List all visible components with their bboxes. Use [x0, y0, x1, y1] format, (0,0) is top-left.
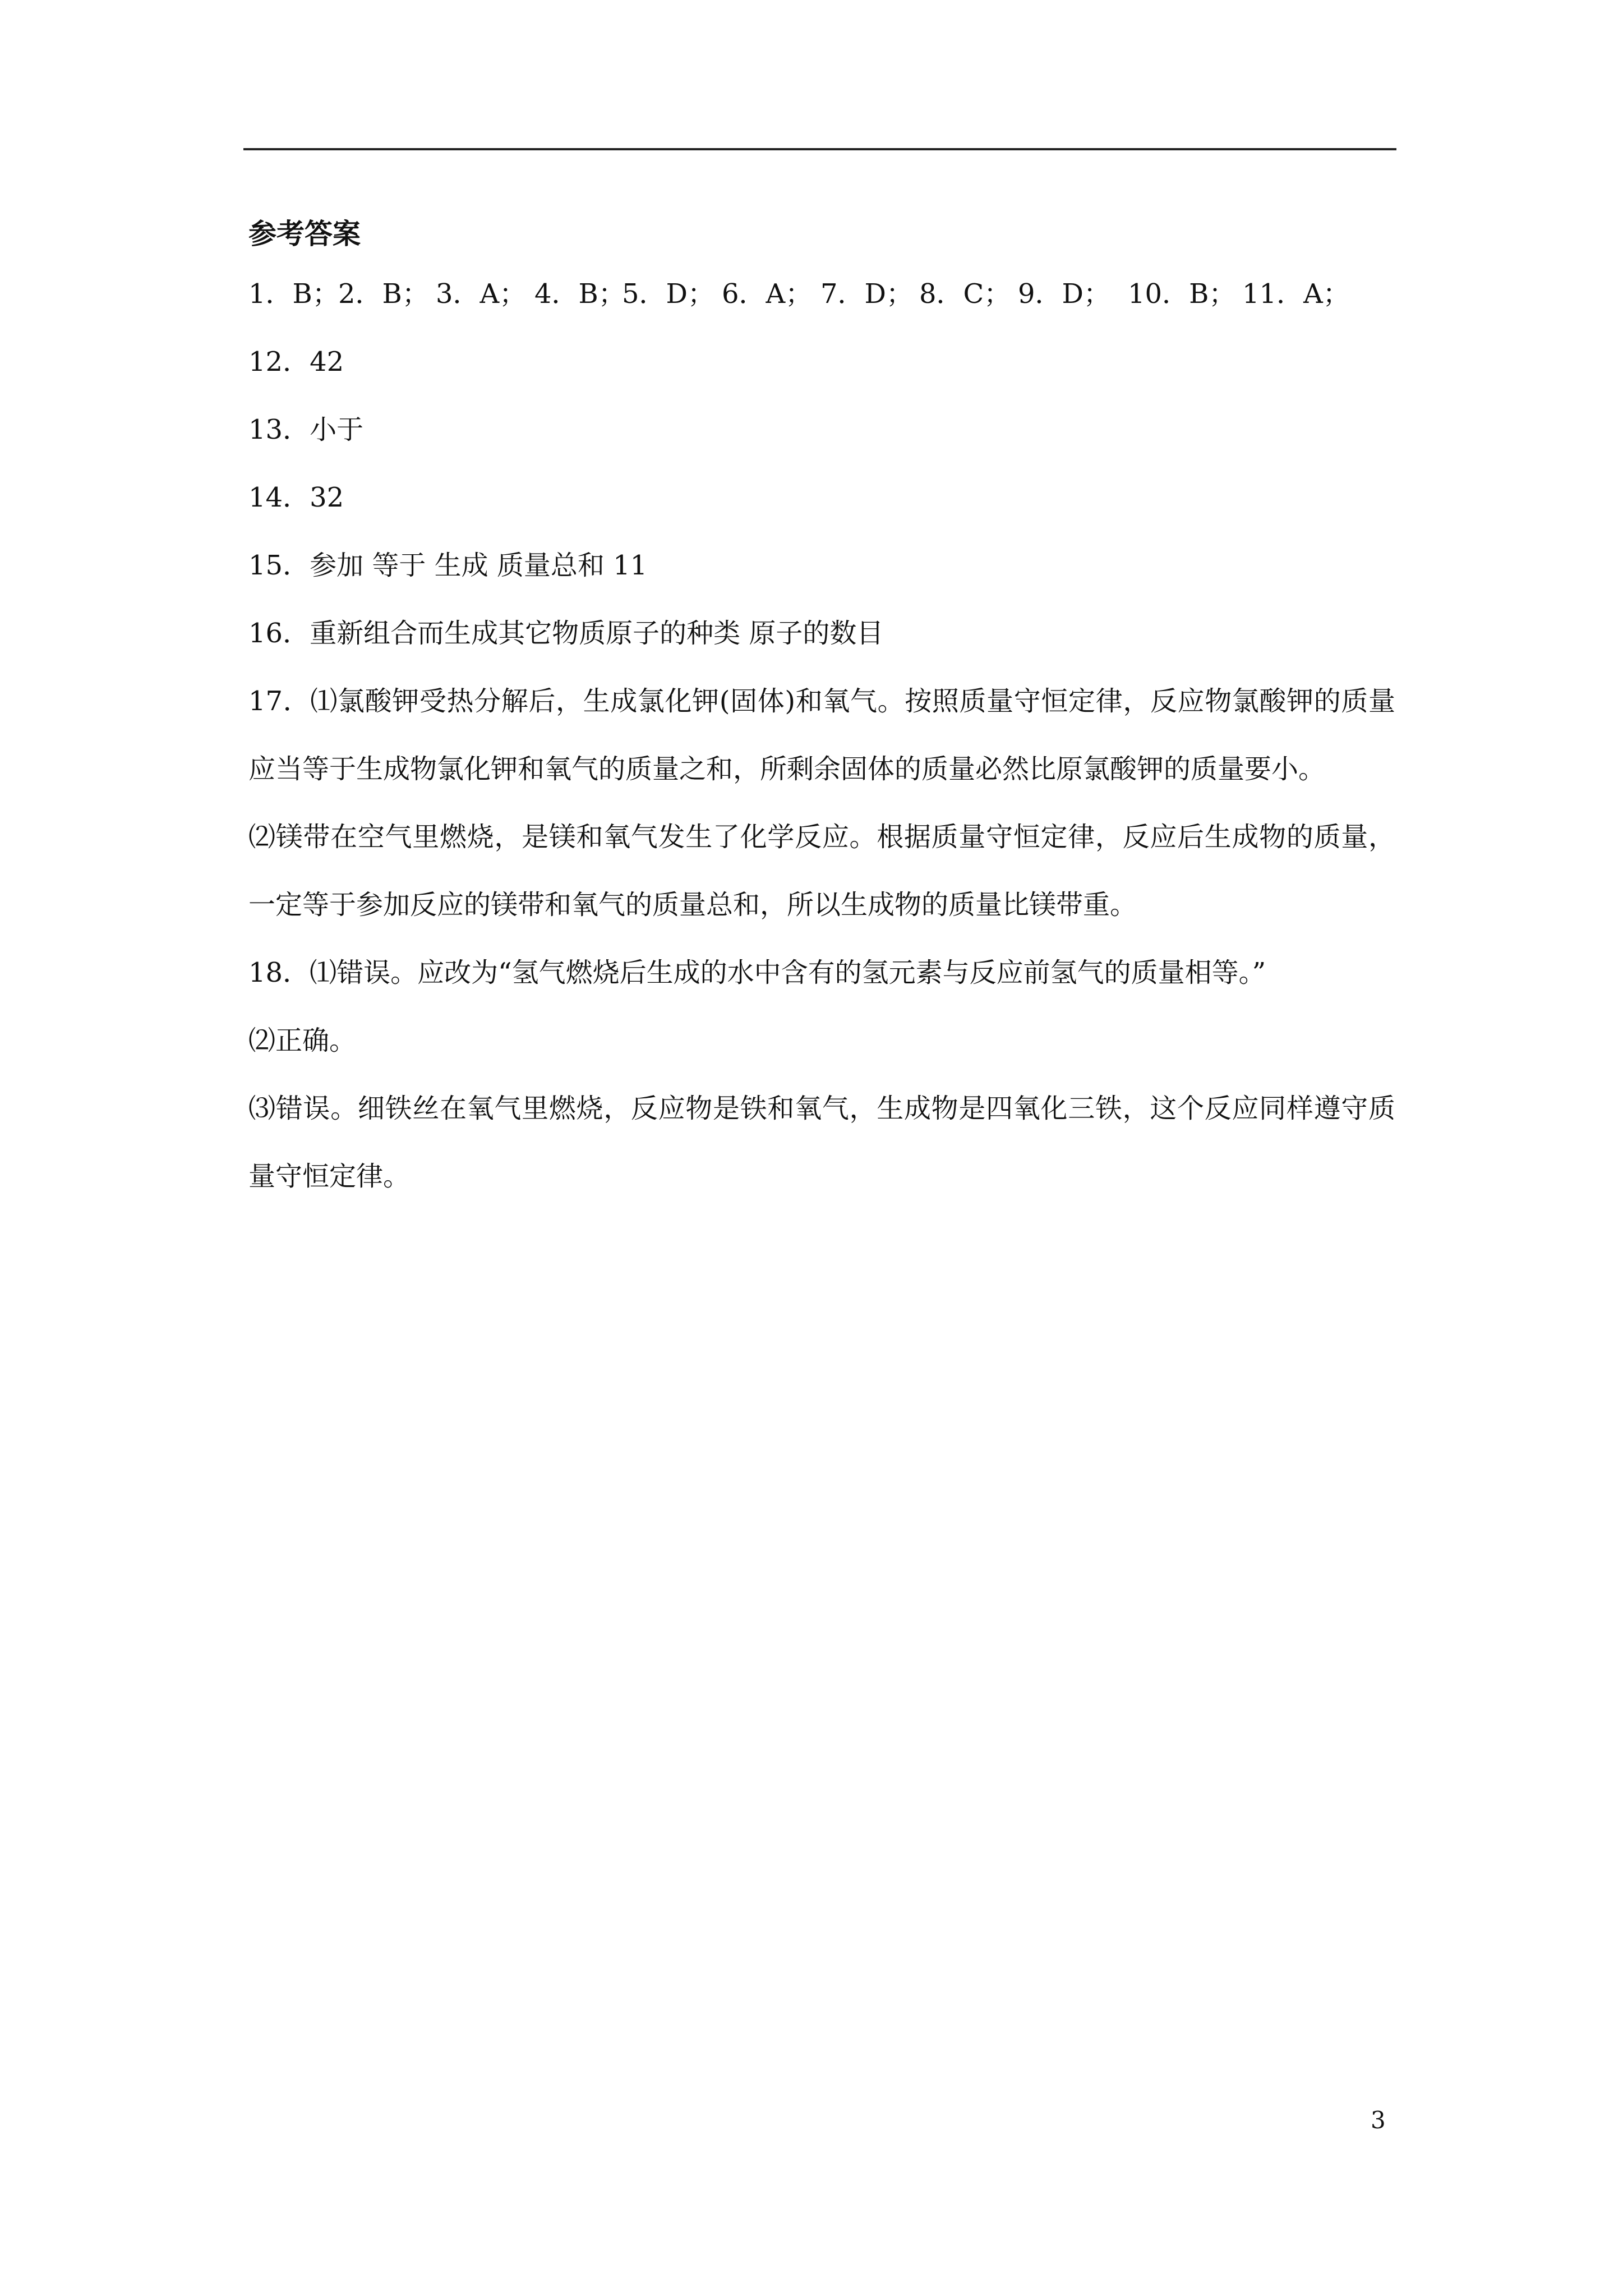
- answer-content: [248, 208, 1395, 1211]
- header-rule: [243, 148, 1396, 150]
- answer-13: 13．小于: [248, 414, 364, 445]
- answer-18-part-1: 18．⑴错误。应改为“氢气燃烧后生成的水中含有的氢元素与反应前氢气的质量相等。”: [248, 957, 1266, 988]
- mcq-answer-9: 9．D；: [1018, 278, 1111, 310]
- answer-17-part-2: ⑵镁带在空气里燃烧，是镁和氧气发生了化学反应。根据质量守恒定律，反应后生成物的质量，一定等于参加反应的镁带和氧气的质量总和，所以生成物的质量比镁带重。: [248, 821, 1395, 921]
- mcq-answer-10: 10．B；: [1128, 278, 1236, 310]
- mcq-answer-3: 3．A；: [436, 278, 527, 310]
- mcq-answer-8: 8．C；: [919, 278, 1011, 310]
- mcq-answer-4: 4．B；: [534, 278, 625, 310]
- answer-16: 16．重新组合而生成其它物质原子的种类 原子的数目: [248, 618, 884, 649]
- mcq-answer-2: 2．B；: [338, 278, 429, 310]
- answer-12: 12．42: [248, 346, 344, 378]
- answer-18-part-2: ⑵正确。: [248, 1025, 357, 1056]
- mcq-answer-1: 1．B；: [248, 278, 339, 310]
- answer-14: 14．32: [248, 482, 344, 513]
- section-title: 参考答案: [248, 217, 361, 250]
- mcq-answer-6: 6．A；: [722, 278, 813, 310]
- page-number: 3: [1371, 2106, 1386, 2134]
- answer-15: 15．参加 等于 生成 质量总和 11: [248, 550, 648, 581]
- mcq-answer-5: 5．D；: [622, 278, 715, 310]
- mcq-answers-line: [248, 260, 1395, 328]
- answer-18-part-3: ⑶错误。细铁丝在氧气里燃烧，反应物是铁和氧气，生成物是四氧化三铁，这个反应同样遵守质量守恒定律。: [248, 1093, 1395, 1192]
- mcq-answer-11: 11．A；: [1242, 278, 1350, 310]
- mcq-answer-7: 7．D；: [820, 278, 914, 310]
- answer-17-part-1: 17．⑴氯酸钾受热分解后，生成氯化钾(固体)和氧气。按照质量守恒定律，反应物氯酸钾的质量应当等于生成物氯化钾和氧气的质量之和，所剩余固体的质量必然比原氯酸钾的质量要小。: [248, 685, 1395, 785]
